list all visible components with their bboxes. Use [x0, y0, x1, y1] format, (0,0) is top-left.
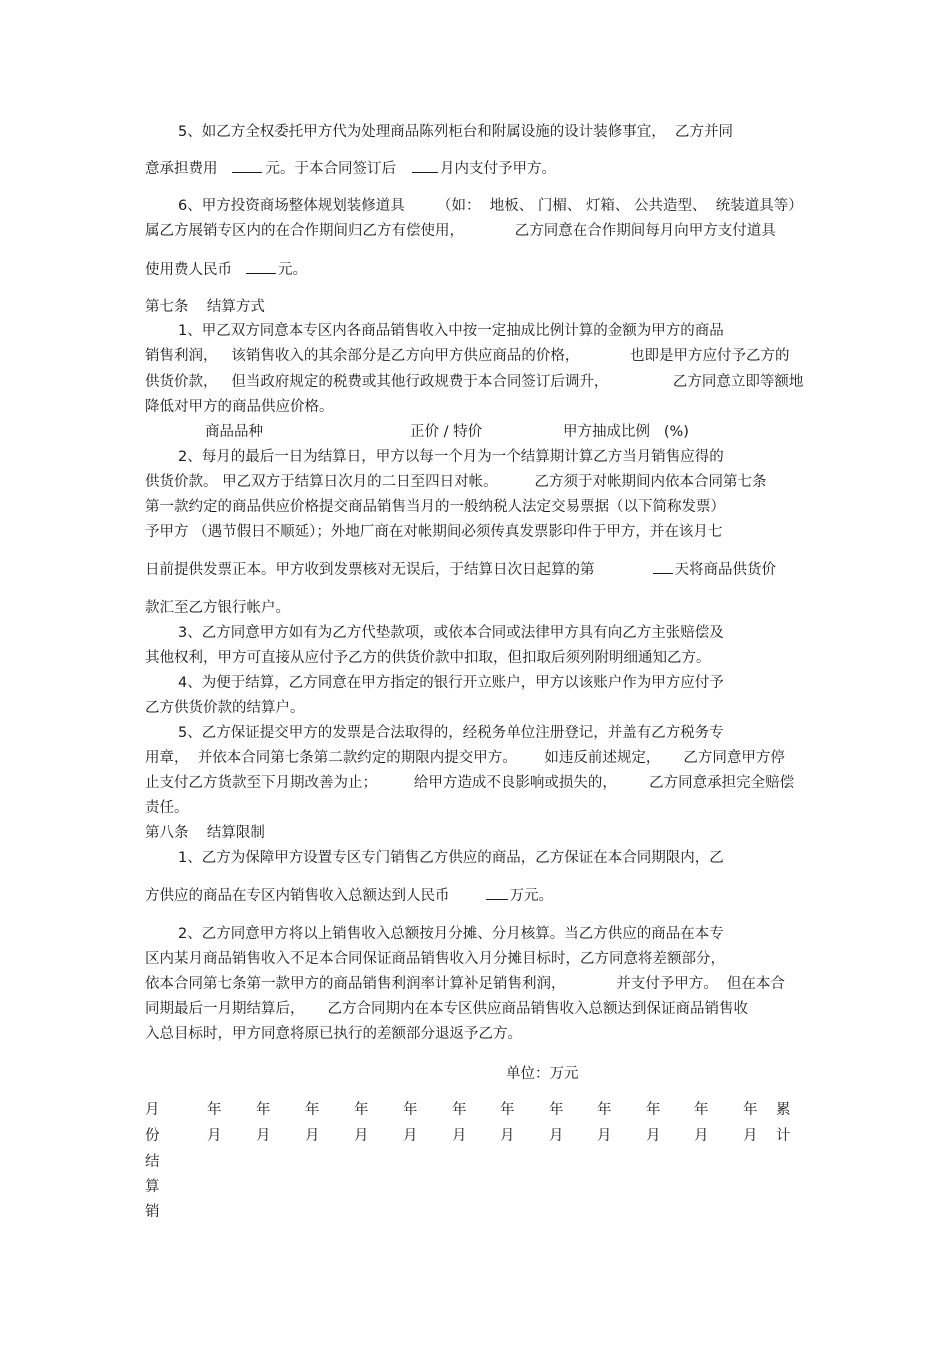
table-head-month-2: 份: [145, 1128, 160, 1144]
table-head-year-3: 年: [305, 1102, 320, 1118]
art7-clause-2-line-2: 供货价款。 甲乙双方于结算日次月的二日至四日对帐。 乙方须于对帐期间内依本合同第七条: [145, 474, 767, 490]
payment-days-blank[interactable]: [653, 558, 673, 574]
art7-clause-3-line-2: 其他权利，甲方可直接从应付予乙方的供货价款中扣取，但扣取后须列附明细通知乙方。: [145, 650, 711, 666]
table-head-year-11: 年: [694, 1102, 709, 1118]
table-head-year-8: 年: [549, 1102, 564, 1118]
months-blank[interactable]: [412, 157, 438, 173]
art7-clause-3-line-1: 3、乙方同意甲方如有为乙方代垫款项，或依本合同或法律甲方具有向乙方主张赔偿及: [178, 625, 724, 641]
commission-table-col-product: 商品品种: [205, 424, 263, 440]
art7-clause-2-line-1: 2、每月的最后一日为结算日，甲方以每一个月为一个结算期计算乙方当月销售应得的: [178, 449, 724, 465]
sales-target-blank[interactable]: [486, 884, 508, 900]
art7-clause-1-line-3: 供货价款， 但当政府规定的税费或其他行政规费于本合同签订后调升， 乙方同意立即等额地: [145, 374, 804, 390]
art8-clause-1-line-1: 1、乙方为保障甲方设置专区专门销售乙方供应的商品，乙方保证在本合同期限内，乙: [178, 850, 724, 866]
table-row-label-2: 算: [145, 1179, 160, 1195]
art7-clause-2-line-6: 款汇至乙方银行帐户。: [145, 600, 290, 616]
clause-6-line-2: 属乙方展销专区内的在合作期间归乙方有偿使用， 乙方同意在合作期间每月向甲方支付道具: [145, 223, 776, 239]
clause-5-line-1: 5、如乙方全权委托甲方代为处理商品陈列柜台和附属设施的设计装修事宜， 乙方并同: [178, 124, 733, 140]
payment-text: 天将商品供货价: [674, 562, 776, 578]
clause-6-fee-unit: 元。: [278, 262, 307, 278]
table-head-year-2: 年: [256, 1102, 271, 1118]
table-head-month-8: 月: [549, 1128, 564, 1144]
fee-amount-blank[interactable]: [232, 157, 262, 173]
unit-label: 单位：万元: [506, 1066, 579, 1082]
table-head-year-6: 年: [452, 1102, 467, 1118]
sales-target-text: 方供应的商品在专区内销售收入总额达到人民币: [145, 888, 450, 904]
art8-clause-2-line-3: 依本合同第七条第一款甲方的商品销售利润率计算补足销售利润， 并支付予甲方。 但在本合: [145, 976, 785, 992]
table-head-year-4: 年: [354, 1102, 369, 1118]
table-head-year-10: 年: [646, 1102, 661, 1118]
art7-clause-1-line-4: 降低对甲方的商品供应价格。: [145, 399, 334, 415]
art7-clause-5-line-4: 责任。: [145, 800, 189, 816]
table-head-month-6: 月: [452, 1128, 467, 1144]
art7-clause-2-line-5: [145, 558, 776, 580]
clause-5-fee-label: 意承担费用: [145, 161, 218, 177]
table-head-month-5: 月: [403, 1128, 418, 1144]
clause-6-line-3: [145, 258, 307, 280]
clause-5-fee-unit: 元。于本合同签订后: [265, 161, 396, 177]
table-head-year-7: 年: [500, 1102, 515, 1118]
article-7-title: 第七条 结算方式: [145, 299, 265, 315]
art7-clause-1-line-2: 销售利润， 该销售收入的其余部分是乙方向甲方供应商品的价格， 也即是甲方应付予乙方的: [145, 348, 790, 364]
art8-clause-2-line-5: 入总目标时，甲方同意将原已执行的差额部分退返予乙方。: [145, 1026, 522, 1042]
table-head-month: 月: [145, 1102, 160, 1118]
clause-6-fee-label: 使用费人民币: [145, 262, 232, 278]
commission-table-col-price: 正价 / 特价: [410, 424, 483, 440]
art7-clause-4-line-2: 乙方供货价款的结算户。: [145, 700, 305, 716]
sales-target-unit: 万元。: [509, 888, 553, 904]
art7-clause-5-line-3: 止支付乙方货款至下月期改善为止； 给甲方造成不良影响或损失的， 乙方同意承担完全赔偿: [145, 775, 795, 791]
table-head-year-9: 年: [597, 1102, 612, 1118]
art7-clause-4-line-1: 4、为便于结算，乙方同意在甲方指定的银行开立账户，甲方以该账户作为甲方应付予: [178, 675, 724, 691]
table-head-month-2b: 月: [256, 1128, 271, 1144]
table-head-month-1: 月: [207, 1128, 222, 1144]
clause-6-line-1: 6、甲方投资商场整体规划装修道具 （如： 地板、 门楣、 灯箱、 公共造型、 统装道具等）: [178, 198, 803, 214]
table-head-month-7: 月: [500, 1128, 515, 1144]
art8-clause-2-line-4: 同期最后一月期结算后， 乙方合同期内在本专区供应商品销售收入总额达到保证商品销售收: [145, 1001, 749, 1017]
table-head-month-11: 月: [694, 1128, 709, 1144]
table-head-year-1: 年: [207, 1102, 222, 1118]
art8-clause-2-line-1: 2、乙方同意甲方将以上销售收入总额按月分摊、分月核算。当乙方供应的商品在本专: [178, 926, 724, 942]
table-head-month-3: 月: [305, 1128, 320, 1144]
art7-clause-5-line-1: 5、乙方保证提交甲方的发票是合法取得的，经税务单位注册登记，并盖有乙方税务专: [178, 725, 724, 741]
art7-clause-2-line-3: 第一款约定的商品供应价格提交商品销售当月的一般纳税人法定交易票据（以下简称发票）: [145, 499, 725, 515]
table-row-label-1: 结: [145, 1154, 160, 1170]
table-head-total-2: 计: [776, 1128, 791, 1144]
table-head-year-5: 年: [403, 1102, 418, 1118]
art7-clause-5-line-2: 用章， 并依本合同第七条第二款约定的期限内提交甲方。 如违反前述规定， 乙方同意甲方停: [145, 750, 785, 766]
prop-fee-blank[interactable]: [246, 258, 276, 274]
table-head-month-9: 月: [597, 1128, 612, 1144]
article-8-title: 第八条 结算限制: [145, 825, 265, 841]
invoice-text: 日前提供发票正本。甲方收到发票核对无误后，于结算日次日起算的第: [145, 562, 595, 578]
art8-clause-2-line-2: 区内某月商品销售收入不足本合同保证商品销售收入月分摊目标时，乙方同意将差额部分，: [145, 951, 725, 967]
art7-clause-2-line-4: 予甲方 （遇节假日不顺延）；外地厂商在对帐期间必须传真发票影印件于甲方，并在该月七: [145, 524, 723, 540]
art8-clause-1-line-2: [145, 884, 553, 906]
table-row-label-3: 销: [145, 1204, 160, 1220]
table-head-month-12: 月: [743, 1128, 758, 1144]
clause-5-line-2: [145, 157, 556, 179]
table-head-total: 累: [776, 1102, 791, 1118]
table-head-year-12: 年: [743, 1102, 758, 1118]
table-head-month-4: 月: [354, 1128, 369, 1144]
clause-5-pay-text: 月内支付予甲方。: [440, 161, 556, 177]
commission-table-col-rate: 甲方抽成比例 (%): [563, 424, 689, 440]
table-head-month-10: 月: [646, 1128, 661, 1144]
art7-clause-1-line-1: 1、甲乙双方同意本专区内各商品销售收入中按一定抽成比例计算的金额为甲方的商品: [178, 323, 724, 339]
